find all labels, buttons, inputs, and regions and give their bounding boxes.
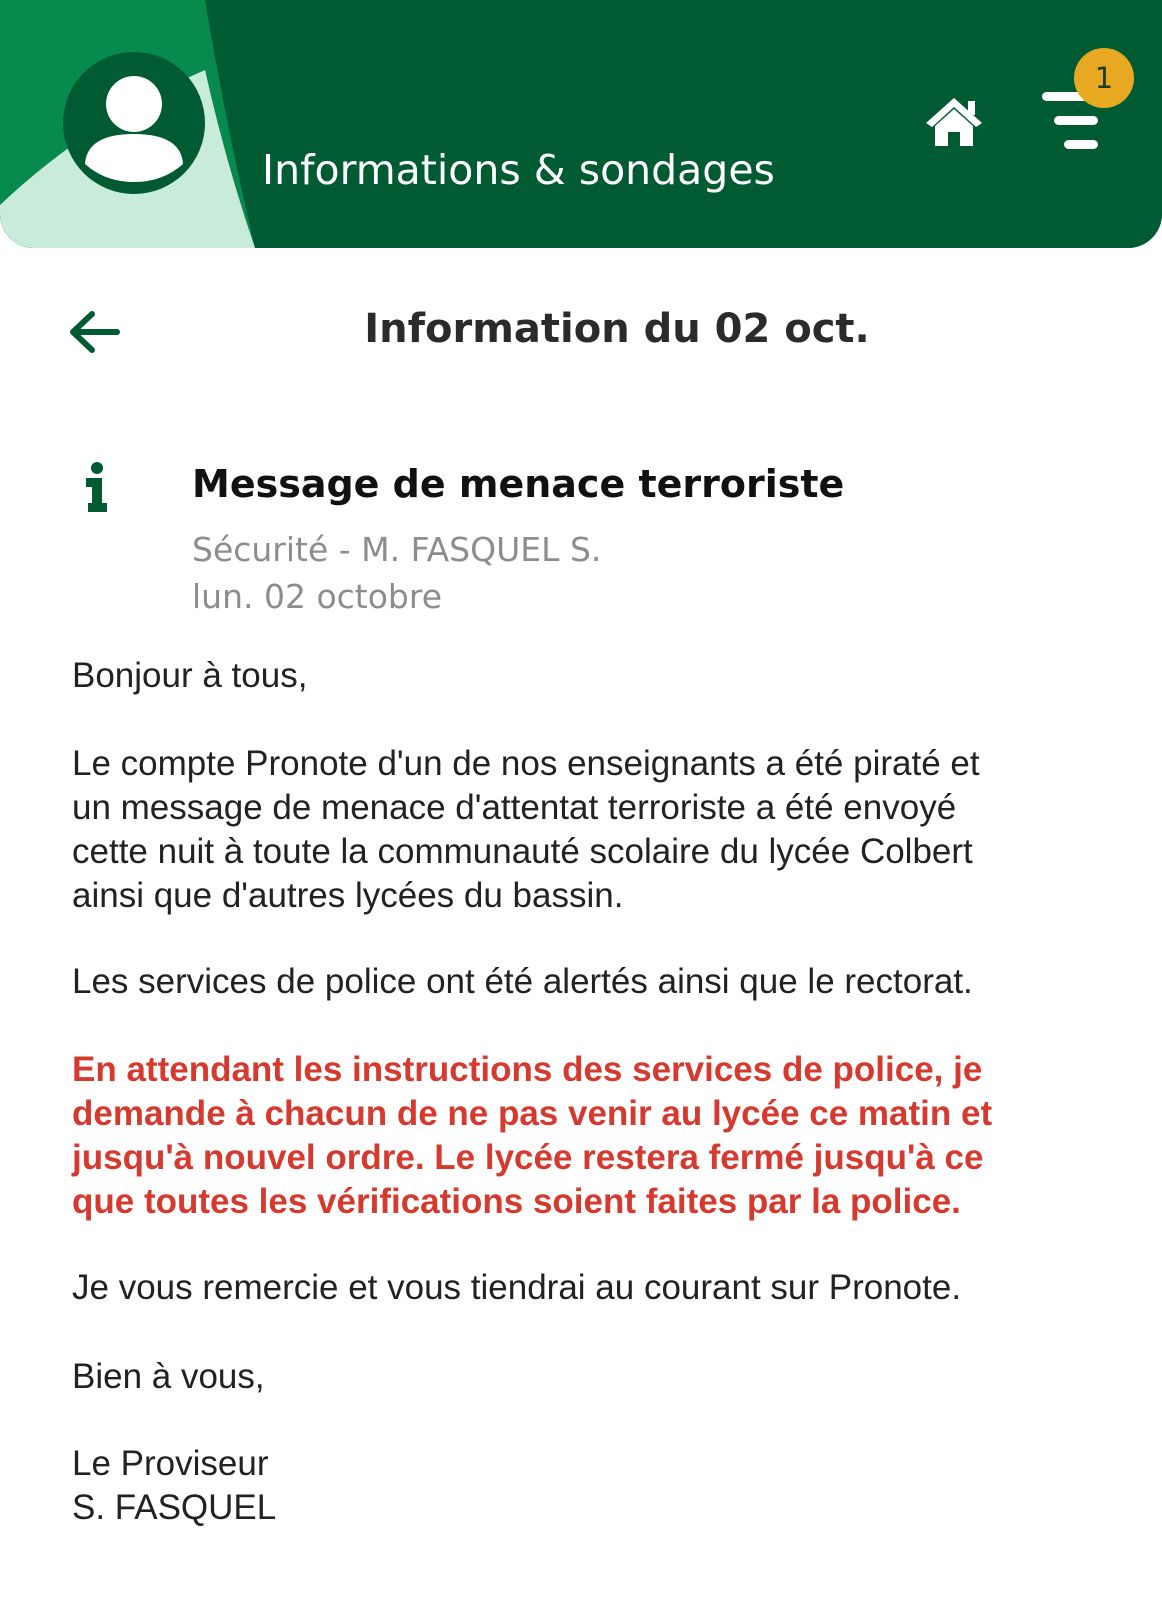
page-title: Information du 02 oct. (364, 306, 870, 352)
user-avatar[interactable] (63, 52, 205, 194)
message-title: Message de menace terroriste (192, 462, 845, 506)
notification-badge: 1 (1074, 48, 1134, 108)
message-greeting: Bonjour à tous, (72, 656, 308, 695)
home-button[interactable] (924, 96, 984, 148)
alert-line: demande à chacun de ne pas venir au lycée ce matin et (72, 1094, 993, 1133)
alert-line: que toutes les vérifications soient faites par la police. (72, 1182, 961, 1221)
message-closing: Bien à vous, (72, 1357, 265, 1396)
message-paragraph-3: Je vous remercie et vous tiendrai au courant sur Pronote. (72, 1268, 962, 1307)
signature-role: Le Proviseur (72, 1444, 269, 1483)
paragraph-line: un message de menace d'attentat terroriste a été envoyé (72, 788, 957, 827)
message-date: lun. 02 octobre (192, 577, 443, 616)
alert-line: jusqu'à nouvel ordre. Le lycée restera fermé jusqu'à ce (72, 1138, 984, 1177)
home-icon (924, 96, 984, 148)
paragraph-line: ainsi que d'autres lycées du bassin. (72, 876, 624, 915)
message-paragraph-1 (72, 742, 1132, 918)
signature-name: S. FASQUEL (72, 1488, 277, 1527)
user-icon (63, 52, 205, 194)
message-signature (72, 1442, 1132, 1530)
message-meta (192, 526, 601, 620)
message-paragraph-2: Les services de police ont été alertés ainsi que le rectorat. (72, 962, 973, 1001)
paragraph-line: cette nuit à toute la communauté scolaire du lycée Colbert (72, 832, 973, 871)
app-header (0, 0, 1162, 248)
message-category-author: Sécurité - M. FASQUEL S. (192, 530, 602, 569)
header-title: Informations & sondages (262, 146, 775, 194)
alert-line: En attendant les instructions des services de police, je (72, 1050, 983, 1089)
info-icon (84, 462, 108, 512)
message-alert (72, 1048, 1132, 1224)
paragraph-line: Le compte Pronote d'un de nos enseignants a été piraté et (72, 744, 980, 783)
